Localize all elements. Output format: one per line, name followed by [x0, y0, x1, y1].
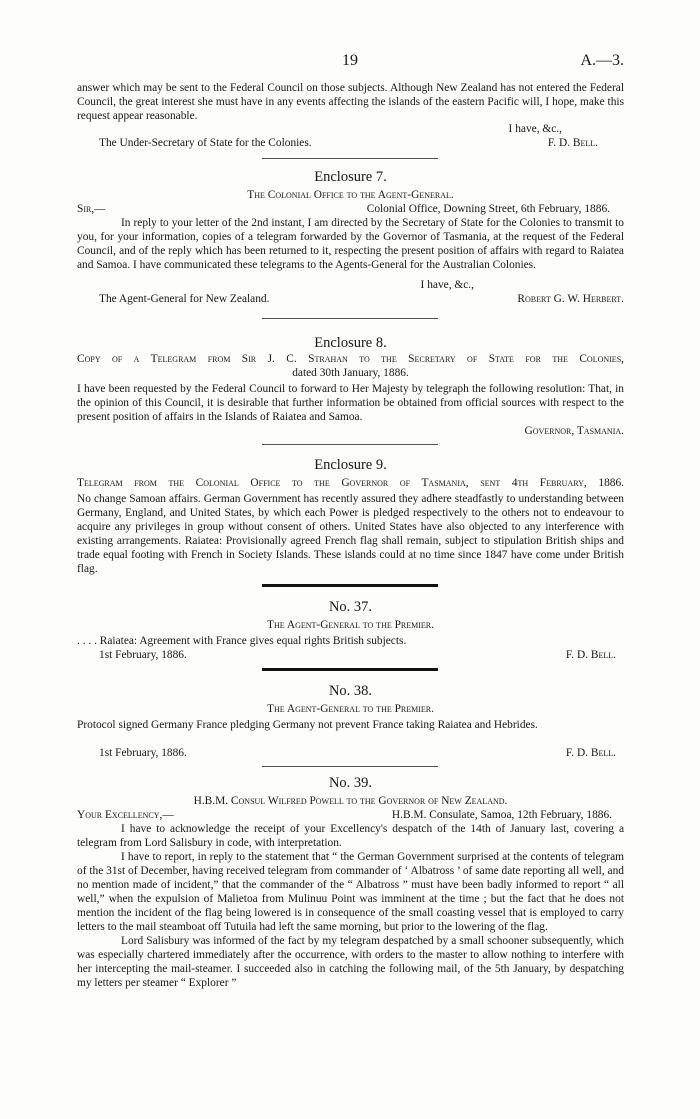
divider	[262, 158, 438, 159]
no-37-signoff-row	[77, 648, 624, 662]
enclosure-7-body	[77, 216, 624, 272]
no-39-salutation-row	[77, 808, 624, 822]
no-37-text: . . . . Raiatea: Agreement with France gives equal rights British subjects.	[77, 635, 407, 647]
enclosure-8-signature-row	[77, 424, 624, 438]
no-39-para-3: Lord Salisbury was informed of the fact by my telegram despatched by a small schooner subsequently, which was especially chartered immediately after the occurrence, with orders to the master to allow nothing to interfere with her intercepting the mail-steamer. I succeeded also in catching the following mail, of the 5th January, by despatching my letters per steamer “ Explorer ”	[77, 935, 624, 989]
divider	[262, 766, 438, 767]
intro-addressee: The Under-Secretary of State for the Colonies.	[99, 137, 312, 149]
no-39-para-2: I have to report, in reply to the statement that “ the German Government surprised at the contents of telegram of the 31st of December, having received telegram from commander of ‘ Albatross ’ of same date reporting all well, and no mention made of incident,” that the commander of the “ Albatross ” must have been badly informed to report “ all well,” when the expulsion of Malietoa from Mulinuu Point was imminent at the time ; but the fact that he does not mention the incident of the flag being lowered is in consequence of the small coasting vessel that is employed to carry letters to the mail steamboat off Tutuila had left the same morning, but prior to the lowering of the flag.	[77, 851, 624, 933]
intro-signoff-row	[77, 136, 624, 150]
intro-closing-row	[77, 122, 624, 136]
enclosure-7-heading: Enclosure 7.	[314, 169, 387, 185]
enclosure-7-signoff-row	[77, 292, 624, 306]
divider	[262, 318, 438, 319]
enclosure-9-title: Telegram from the Colonial Office to the Governor of Tasmania, sent 4th February, 1886.	[77, 477, 624, 489]
divider	[262, 444, 438, 445]
enclosure-7-salutation-row	[77, 202, 624, 216]
no-38-heading: No. 38.	[328, 683, 373, 699]
section-divider	[262, 668, 438, 671]
enclosure-7-text: In reply to your letter of the 2nd instant, I am directed by the Secretary of State for the Colonies to transmit to you, for your information, copies of a telegram forwarded by the Governor of Tasmania, at the request of the Federal Council, and of the reply which has been returned to it, respecting the present position of affairs with regard to Raiatea and Samoa. I have communicated these telegrams to the Agents-General for the Australian Colonies.	[77, 217, 624, 271]
enclosure-7-salutation: Sir,—	[77, 203, 106, 215]
enclosure-9-heading: Enclosure 9.	[314, 457, 387, 473]
enclosure-8-body	[77, 382, 624, 424]
enclosure-8-signature: Governor, Tasmania.	[524, 425, 624, 437]
no-39-heading: No. 39.	[328, 775, 373, 791]
no-38-signoff-row	[77, 746, 624, 760]
no-39-body	[77, 822, 624, 990]
intro-paragraph	[77, 81, 624, 123]
intro-text: answer which may be sent to the Federal Council on those subjects. Although New Zealand has not entered the Federal Council, the great interest she must have in any events affecting the islands of the eastern Pacific will, I hope, make this request appear reasonable.	[77, 82, 624, 122]
enclosure-8-title: Copy of a Telegram from Sir J. C. Strahan to the Secretary of State for the Colonies,	[77, 353, 624, 365]
section-divider	[262, 584, 438, 587]
intro-closing: I have, &c.,	[508, 123, 562, 135]
no-38-subheading: The Agent-General to the Premier.	[267, 703, 434, 715]
enclosure-7-closing-row	[77, 278, 624, 292]
enclosure-8-heading: Enclosure 8.	[314, 335, 387, 351]
page-number: 19	[342, 52, 358, 69]
enclosure-7-addressee: The Agent-General for New Zealand.	[99, 293, 270, 305]
no-37-body-row	[77, 634, 624, 648]
enclosure-7-subheading: The Colonial Office to the Agent-General.	[247, 189, 454, 201]
enclosure-7-closing: I have, &c.,	[420, 279, 474, 291]
no-38-signature: F. D. Bell.	[565, 747, 616, 759]
no-39-subheading: H.B.M. Consul Wilfred Powell to the Governor of New Zealand.	[193, 795, 508, 807]
enclosure-8-text: I have been requested by the Federal Council to forward to Her Majesty by telegraph the following resolution: That, in the opinion of this Council, it is desirable that further information be obtained from official sources with respect to the present position of affairs in the Islands of Raiatea and Samoa.	[77, 383, 624, 423]
no-38-text: Protocol signed Germany France pledging Germany not prevent France taking Raiatea and Hebrides.	[77, 719, 538, 731]
document-reference: A.—3.	[580, 52, 624, 69]
enclosure-8-date: dated 30th January, 1886.	[292, 367, 409, 379]
no-37-heading: No. 37.	[328, 599, 373, 615]
enclosure-9-body	[77, 492, 624, 576]
intro-signature: F. D. Bell.	[547, 137, 598, 149]
no-37-subheading: The Agent-General to the Premier.	[267, 619, 434, 631]
no-39-dateline: H.B.M. Consulate, Samoa, 12th February, 1886.	[391, 809, 612, 821]
no-38-date: 1st February, 1886.	[99, 747, 187, 759]
enclosure-7-signature: Robert G. W. Herbert.	[517, 293, 624, 305]
no-38-body	[77, 718, 624, 732]
no-37-signature: F. D. Bell.	[565, 649, 616, 661]
enclosure-9-text: No change Samoan affairs. German Government has recently assured they adhere steadfastly to understanding between Germany, England, and United States, by which each Power is pledged respectively to the others not to endeavour to acquire any privileges in group without consent of others. United States have also objected to any interference with existing arrangements. Raiatea: Provisionally agreed French flag shall remain, subject to stipulation British ships and trade equal footing with French in Society Islands. These islands could at no time since 1847 have come under British flag.	[77, 493, 624, 575]
enclosure-7-dateline: Colonial Office, Downing Street, 6th February, 1886.	[366, 203, 610, 215]
no-39-para-1: I have to acknowledge the receipt of your Excellency's despatch of the 14th of January last, covering a telegram from Lord Salisbury in code, with interpretation.	[77, 823, 624, 849]
no-37-date: 1st February, 1886.	[99, 649, 187, 661]
no-39-salutation: Your Excellency,—	[77, 809, 174, 821]
